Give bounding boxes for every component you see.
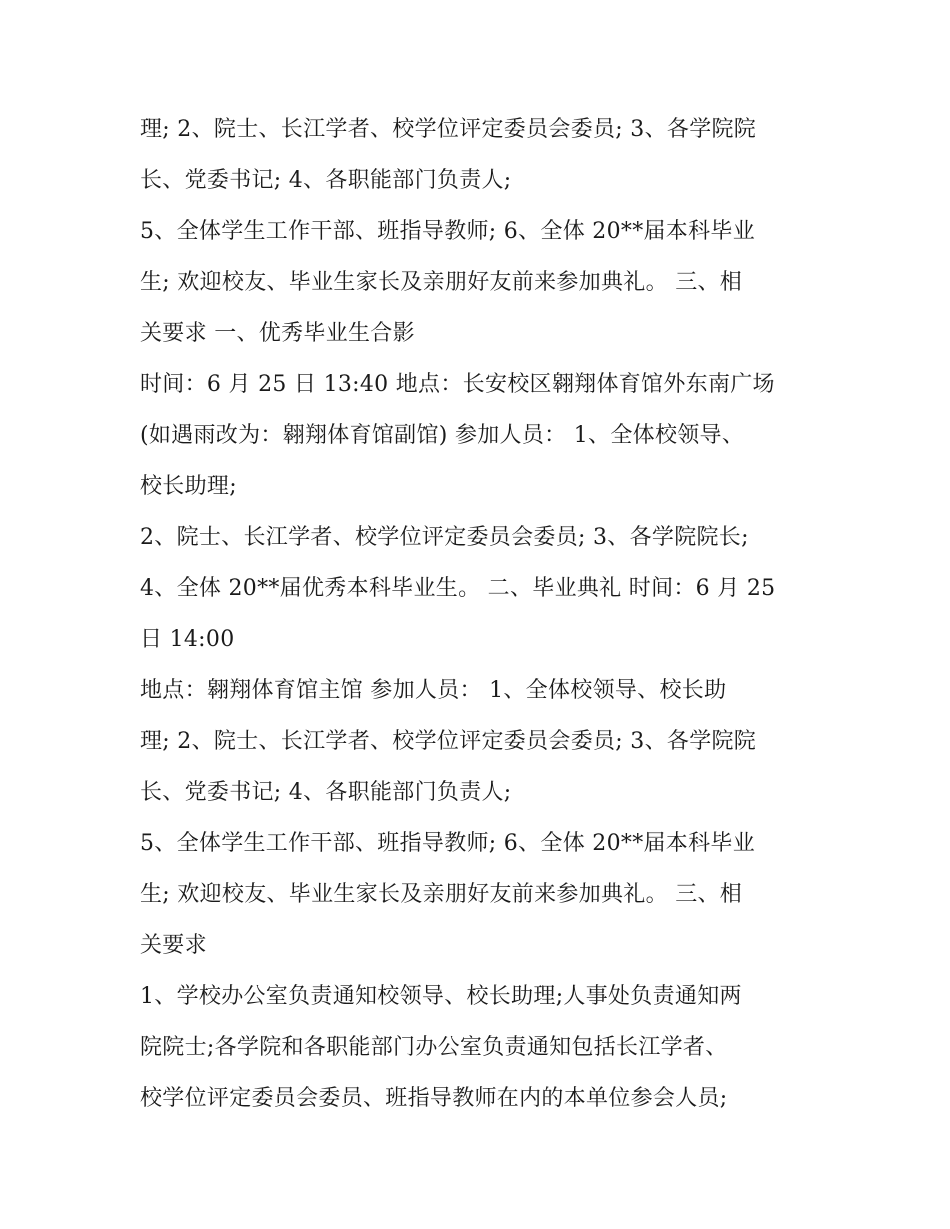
text-line-10: 4、全体 20**届优秀本科毕业生。 二、毕业典礼 时间：6 月 25 [140, 576, 776, 601]
text-line-20: 校学位评定委员会委员、班指导教师在内的本单位参会人员; [140, 1086, 728, 1111]
text-line-5: 关要求 一、优秀毕业生合影 [140, 321, 415, 346]
text-line-6: 时间：6 月 25 日 13:40 地点：长安校区翱翔体育馆外东南广场 [140, 372, 775, 397]
text-line-4: 生; 欢迎校友、毕业生家长及亲朋好友前来参加典礼。 三、相 [140, 270, 743, 295]
text-line-7: (如遇雨改为：翱翔体育馆副馆) 参加人员： 1、全体校领导、 [140, 423, 745, 448]
text-line-3: 5、全体学生工作干部、班指导教师; 6、全体 20**届本科毕业 [140, 219, 755, 244]
text-line-8: 校长助理; [140, 474, 237, 499]
text-line-12: 地点：翱翔体育馆主馆 参加人员： 1、全体校领导、校长助 [140, 678, 727, 703]
text-line-13: 理; 2、院士、长江学者、校学位评定委员会委员; 3、各学院院 [140, 729, 757, 754]
text-line-2: 长、党委书记; 4、各职能部门负责人; [140, 168, 512, 193]
text-line-11: 日 14:00 [140, 627, 235, 652]
text-line-1: 理; 2、院士、长江学者、校学位评定委员会委员; 3、各学院院 [140, 117, 757, 142]
text-line-18: 1、学校办公室负责通知校领导、校长助理;人事处负责通知两 [140, 984, 742, 1009]
text-line-16: 生; 欢迎校友、毕业生家长及亲朋好友前来参加典礼。 三、相 [140, 882, 743, 907]
document-body [140, 104, 820, 1124]
text-line-14: 长、党委书记; 4、各职能部门负责人; [140, 780, 512, 805]
text-line-15: 5、全体学生工作干部、班指导教师; 6、全体 20**届本科毕业 [140, 831, 755, 856]
text-line-9: 2、院士、长江学者、校学位评定委员会委员; 3、各学院院长; [140, 525, 749, 550]
text-line-19: 院院士;各学院和各职能部门办公室负责通知包括长江学者、 [140, 1035, 728, 1060]
text-line-17: 关要求 [140, 933, 207, 958]
